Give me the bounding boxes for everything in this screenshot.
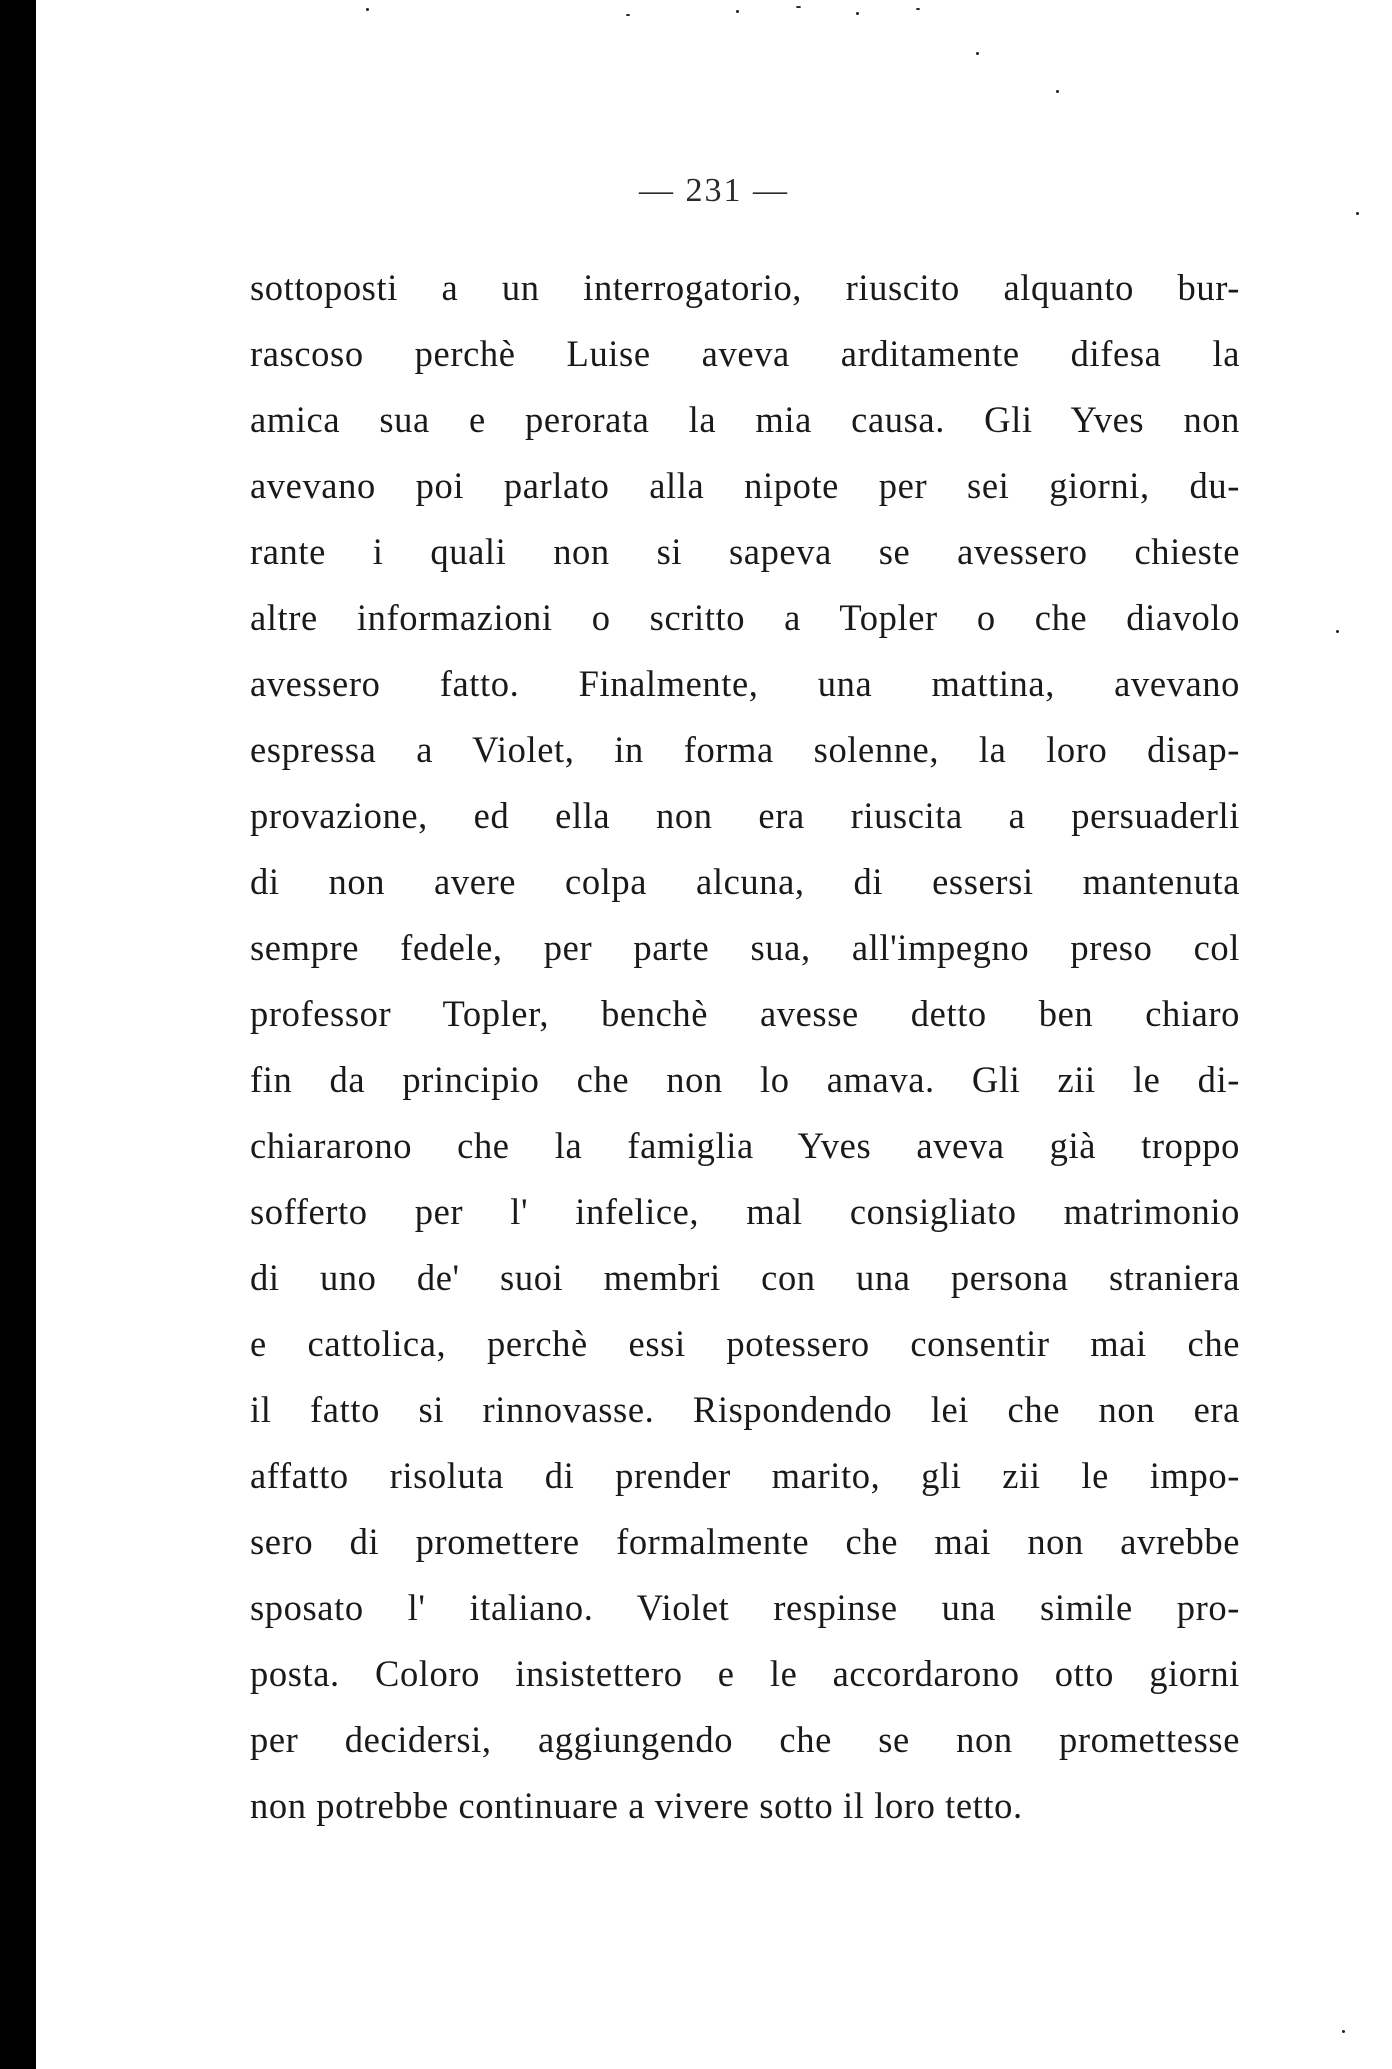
scan-speck: [736, 10, 739, 13]
text-line: espressa a Violet, in forma solenne, la loro disap-: [250, 729, 1240, 770]
text-line: di non avere colpa alcuna, di essersi mantenuta: [250, 861, 1240, 902]
scan-speck: [916, 8, 920, 10]
text-line: provazione, ed ella non era riuscita a persuaderli: [250, 795, 1240, 836]
body-text: [250, 255, 1240, 1839]
scan-speck: [1056, 90, 1059, 93]
scan-speck: [856, 12, 859, 15]
text-line: affatto risoluta di prender marito, gli zii le impo-: [250, 1455, 1240, 1496]
scan-speck: [626, 14, 630, 16]
text-line: sero di promettere formalmente che mai non avrebbe: [250, 1521, 1240, 1562]
scan-speck: [796, 6, 801, 8]
text-line: sposato l' italiano. Violet respinse una simile pro-: [250, 1587, 1240, 1628]
text-line: avessero fatto. Finalmente, una mattina, avevano: [250, 663, 1240, 704]
text-line: professor Topler, benchè avesse detto ben chiaro: [250, 993, 1240, 1034]
text-line: non potrebbe continuare a vivere sotto il loro tetto.: [250, 1785, 1023, 1826]
scan-speck: [366, 8, 369, 11]
book-page: [36, 0, 1392, 2069]
text-line: sofferto per l' infelice, mal consigliato matrimonio: [250, 1191, 1240, 1232]
scan-edge: [0, 0, 36, 2069]
text-line: amica sua e perorata la mia causa. Gli Yves non: [250, 399, 1240, 440]
text-line: posta. Coloro insistettero e le accordarono otto giorni: [250, 1653, 1240, 1694]
text-line: chiararono che la famiglia Yves aveva già troppo: [250, 1125, 1240, 1166]
text-line: sottoposti a un interrogatorio, riuscito alquanto bur-: [250, 267, 1240, 308]
text-line: rante i quali non si sapeva se avessero chieste: [250, 531, 1240, 572]
text-line: di uno de' suoi membri con una persona straniera: [250, 1257, 1240, 1298]
text-line: altre informazioni o scritto a Topler o che diavolo: [250, 597, 1240, 638]
text-line: avevano poi parlato alla nipote per sei giorni, du-: [250, 465, 1240, 506]
text-line: il fatto si rinnovasse. Rispondendo lei che non era: [250, 1389, 1240, 1430]
text-line: rascoso perchè Luise aveva arditamente difesa la: [250, 333, 1240, 374]
text-line: e cattolica, perchè essi potessero consentir mai che: [250, 1323, 1240, 1364]
text-line: per decidersi, aggiungendo che se non promettesse: [250, 1719, 1240, 1760]
scan-speck: [1342, 2030, 1345, 2033]
scan-speck: [976, 52, 979, 55]
text-line: sempre fedele, per parte sua, all'impegno preso col: [250, 927, 1240, 968]
scan-speck: [1336, 630, 1339, 633]
page-number: — 231 —: [639, 172, 789, 209]
text-line: fin da principio che non lo amava. Gli zii le di-: [250, 1059, 1240, 1100]
scan-speck: [1356, 212, 1359, 215]
